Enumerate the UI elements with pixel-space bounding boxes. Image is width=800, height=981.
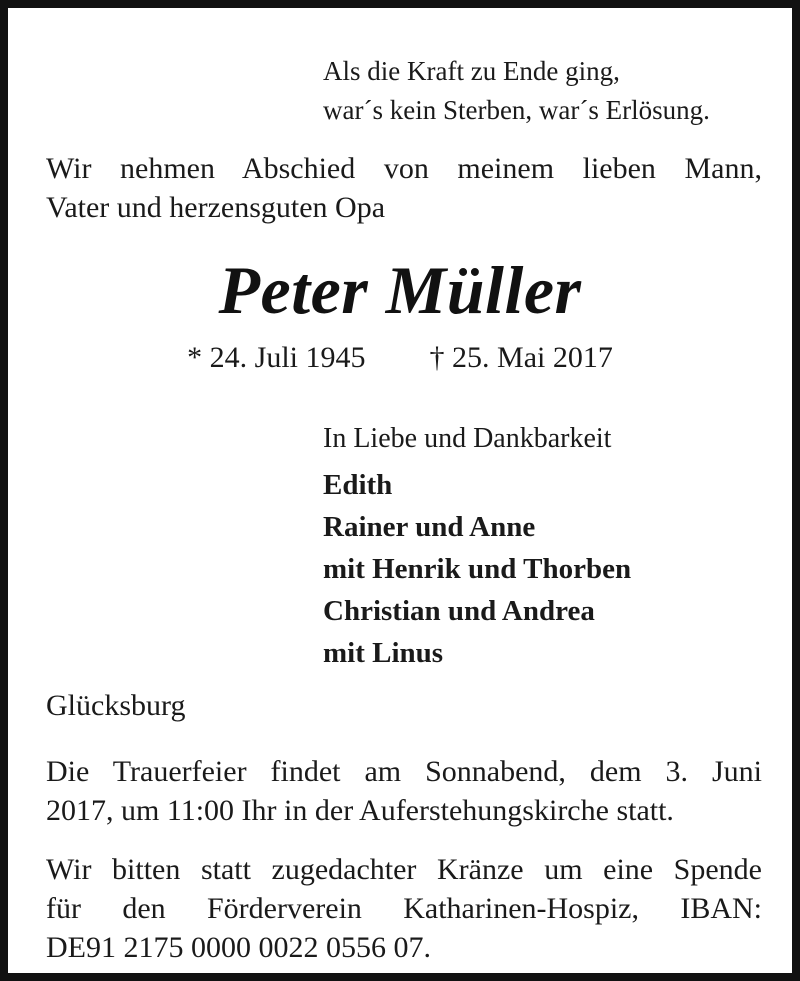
farewell-text bbox=[46, 149, 762, 227]
mourners-intro: In Liebe und Dankbarkeit bbox=[323, 423, 612, 454]
farewell-line: Wir nehmen Abschied von meinem lieben Mann, bbox=[46, 152, 762, 185]
mourner-name: Edith bbox=[323, 469, 393, 501]
mourner-name: mit Linus bbox=[323, 637, 444, 669]
life-dates bbox=[8, 338, 792, 377]
mourner-name: Christian und Andrea bbox=[323, 595, 595, 627]
death-date: † 25. Mai 2017 bbox=[429, 341, 613, 374]
ceremony-line: Die Trauerfeier findet am Sonnabend, dem 3. Juni bbox=[46, 755, 762, 788]
birth-date: * 24. Juli 1945 bbox=[187, 341, 366, 374]
mourners-block bbox=[323, 419, 631, 674]
mourners-list bbox=[323, 464, 631, 674]
donation-line: Wir bitten statt zugedachter Kränze um eine Spende bbox=[46, 853, 762, 886]
mourner-name: mit Henrik und Thorben bbox=[323, 553, 632, 585]
motto-verse bbox=[323, 52, 710, 130]
motto-line: war´s kein Sterben, war´s Erlösung. bbox=[323, 95, 710, 125]
donation-info bbox=[46, 850, 762, 967]
motto-line: Als die Kraft zu Ende ging, bbox=[323, 56, 620, 86]
donation-line: DE91 2175 0000 0022 0556 07. bbox=[46, 931, 431, 964]
ceremony-info bbox=[46, 752, 762, 830]
donation-line: für den Förderverein Katharinen-Hospiz, IBAN: bbox=[46, 892, 762, 925]
ceremony-line: 2017, um 11:00 Ihr in der Auferstehungskirche statt. bbox=[46, 794, 674, 827]
mourner-name: Rainer und Anne bbox=[323, 511, 536, 543]
place-name: Glücksburg bbox=[46, 689, 186, 722]
deceased-name: Peter Müller bbox=[218, 252, 582, 328]
farewell-line: Vater und herzensguten Opa bbox=[46, 191, 386, 224]
